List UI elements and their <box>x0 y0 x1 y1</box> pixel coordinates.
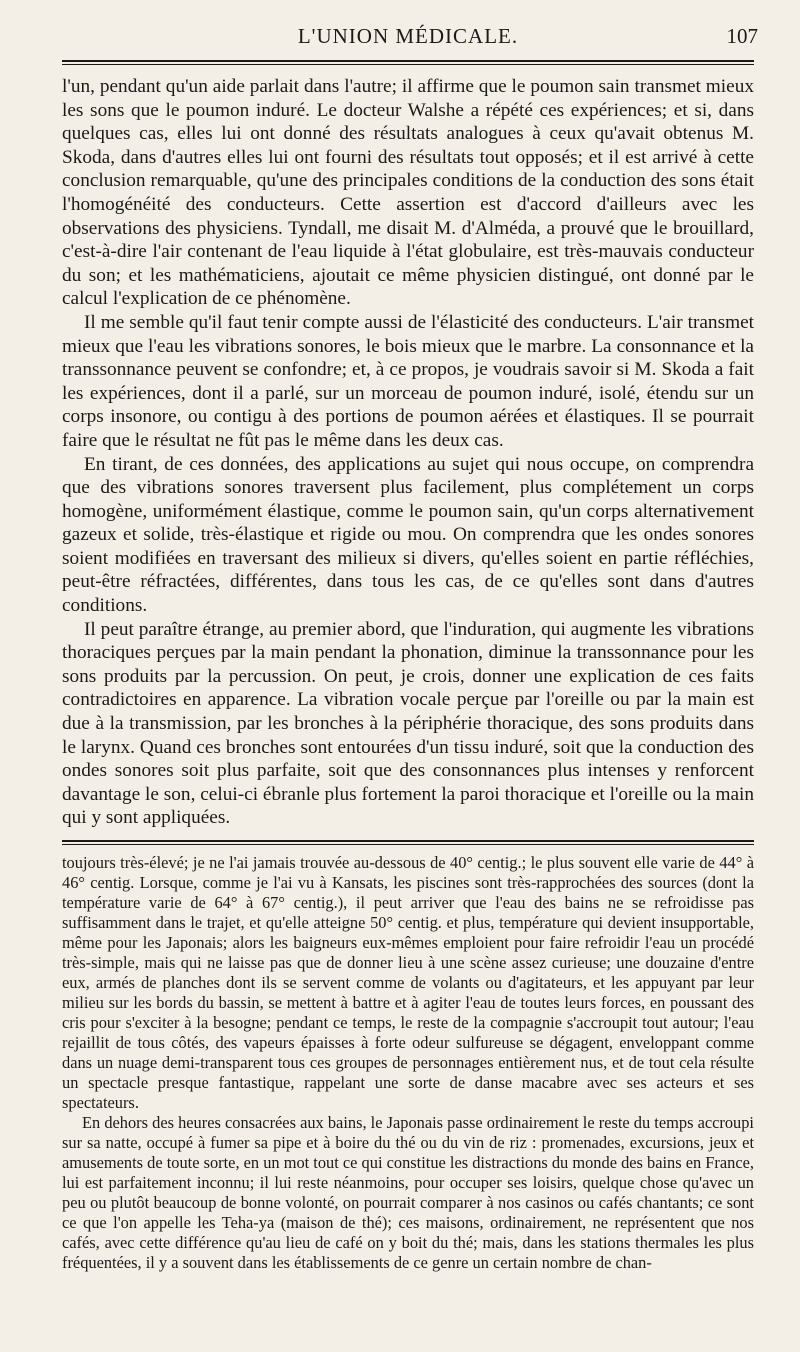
footnote-text <box>62 853 754 1273</box>
main-paragraph: En tirant, de ces données, des applications au sujet qui nous occupe, on comprendra que des vibrations sonores traversent plus facilement, plus complétement un corps homogène, uniformément élastique, comme le poumon sain, qu'un corps alternativement gazeux et solide, très-élastique et rigide ou mou. On comprendra que les ondes sonores soient modifiées en traversant des milieux si divers, qu'elles soient en partie réfléchies, peut-être réfractées, différentes, dans tous les cas, de ce qu'elles sont dans d'autres conditions. <box>62 453 754 617</box>
header-rule <box>62 60 754 62</box>
header-rule-thin <box>62 64 754 65</box>
main-paragraph: Il me semble qu'il faut tenir compte aussi de l'élasticité des conducteurs. L'air transmet mieux que l'eau les vibrations sonores, le bois mieux que le marbre. La consonnance et la transsonnance peuvent se confondre; et, à ce propos, je voudrais savoir si M. Skoda a fait les expériences, dont il a parlé, sur un morceau de poumon induré, isolé, étendu sur un corps insonore, ou contigu à des portions de poumon aérées et élastiques. Il se pourrait faire que le résultat ne fût pas le même dans les deux cas. <box>62 311 754 451</box>
page-number: 107 <box>726 24 758 48</box>
main-paragraph: l'un, pendant qu'un aide parlait dans l'autre; il affirme que le poumon sain transmet mieux les sons que le poumon induré. Le docteur Walshe a répété ces expériences; et si, dans quelques cas, elles lui ont donné des résultats analogues à ceux qu'avait obtenus M. Skoda, dans d'autres elles lui ont fourni des résultats tout opposés; et il est arrivé à cette conclusion remarquable, qu'une des principales conditions de la conduction des sons était l'homogénéité des conducteurs. Cette assertion est d'accord d'ailleurs avec les observations des physiciens. Tyndall, me disait M. d'Alméda, a prouvé que le brouillard, c'est-à-dire l'air contenant de l'eau liquide à l'état globulaire, est très-mauvais conducteur du son; et les mathématiciens, ajoutait ce même physicien distingué, ont donné par le calcul l'explication de ce phénomène. <box>62 76 754 310</box>
footnote-divider-thin <box>62 844 754 845</box>
page-header <box>62 22 758 56</box>
main-paragraph: Il peut paraître étrange, au premier abord, que l'induration, qui augmente les vibrations thoraciques perçues par la main pendant la phonation, diminue la transsonnance pour les sons produits par la percussion. On peut, je crois, donner une explication de ces faits contradictoires en apparence. La vibration vocale perçue par l'oreille ou par la main est due à la transmission, par les bronches à la périphérie thoracique, des sons produits dans le larynx. Quand ces bronches sont entourées d'un tissu induré, soit que la conduction des ondes sonores soit plus parfaite, soit que des consonnances plus intenses y renforcent davantage le son, celui-ci ébranle plus fortement la paroi thoracique et l'oreille ou la main qui y sont appliquées. <box>62 618 754 829</box>
footnote-paragraph: En dehors des heures consacrées aux bains, le Japonais passe ordinairement le reste du temps accroupi sur sa natte, occupé à fumer sa pipe et à boire du thé ou du vin de riz : promenades, excursions, jeux et amusements de toute sorte, en un mot tout ce qui constitue les distractions du monde des bains en France, lui est parfaitement inconnu; il lui reste néanmoins, pour occuper ses loisirs, quelque chose qu'avec un peu ou plutôt beaucoup de bonne volonté, on pourrait comparer à nos casinos ou cafés chantants; ce sont ce que l'on appelle les Teha-ya (maison de thé); ces maisons, ordinairement, ne représentent que nos cafés, avec cette différence qu'au lieu de café on y boit du thé; mais, dans les stations thermales les plus fréquentées, il y a souvent dans les établissements de ce genre un certain nombre de chan- <box>62 1113 754 1272</box>
running-title: L'UNION MÉDICALE. <box>297 24 519 48</box>
footnote-paragraph: toujours très-élevé; je ne l'ai jamais trouvée au-dessous de 40° centig.; le plus souvent elle varie de 44° à 46° centig. Lorsque, comme je l'ai vu à Kansats, les piscines sont très-rapprochées des sources (dont la température varie de 64° à 67° centig.), il peut arriver que l'eau des bains ne se refroidisse pas suffisamment dans le trajet, et qu'elle atteigne 50° centig. et plus, température qui devient insupportable, même pour les Japonais; alors les baigneurs eux-mêmes emploient pour faire refroidir l'eau un procédé très-simple, mais qui ne laisse pas que de donner lieu à une scène assez curieuse; une douzaine d'entre eux, armés de planches dont ils se servent comme de volants ou d'agitateurs, et les appuyant par leur milieu sur les bords du bassin, se mettent à battre et à agiter l'eau de toutes leurs forces, en poussant des cris pour s'exciter à la besogne; pendant ce temps, le reste de la compagnie s'accroupit tout autour; l'eau rejaillit de tous côtés, des vapeurs épaisses à forte odeur sulfureuse se dégagent, enveloppant comme dans un nuage demi-transparent tous ces groupes de personnages entièrement nus, et de tout cela résulte un spectacle presque fantastique, rappelant une sorte de danse macabre avec ses acteurs et ses spectateurs. <box>62 853 754 1112</box>
main-text <box>62 75 754 830</box>
footnote-divider <box>62 840 754 842</box>
